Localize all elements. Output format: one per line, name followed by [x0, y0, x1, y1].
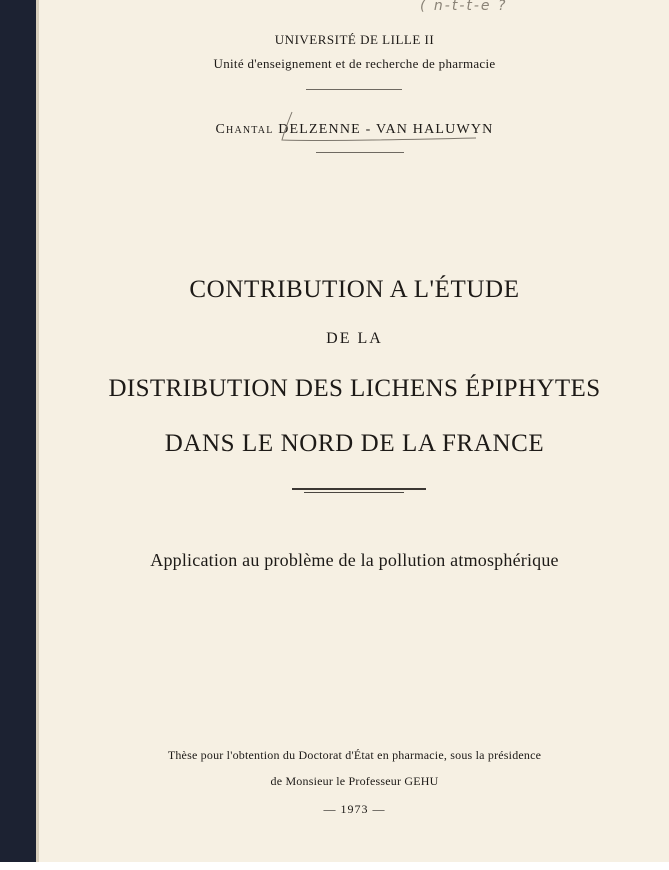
department-name: Unité d'enseignement et de recherche de pharmacie [213, 56, 496, 71]
binding-spine [0, 0, 36, 870]
title-line-1: CONTRIBUTION A L'ÉTUDE [189, 276, 520, 303]
title-line-3: DISTRIBUTION DES LICHENS ÉPIPHYTES [108, 375, 601, 402]
thesis-statement: Thèse pour l'obtention du Doctorat d'État en pharmacie, sous la présidence [167, 748, 542, 762]
publication-year: — 1973 — [323, 802, 386, 816]
spine-edge [36, 0, 39, 870]
title-line-4: DANS LE NORD DE LA FRANCE [164, 430, 545, 457]
subtitle: Application au problème de la pollution atmosphérique [150, 550, 559, 570]
header-divider [306, 89, 402, 90]
author-divider [316, 152, 404, 153]
university-name: UNIVERSITÉ DE LILLE II [274, 32, 435, 47]
handwritten-note: ( n-t-t-e ? [420, 0, 508, 14]
author-name: Chantal DELZENNE - VAN HALUWYN [215, 122, 494, 137]
title-divider-top [292, 488, 426, 490]
title-divider-bottom [304, 492, 404, 493]
page-bottom-edge [0, 862, 669, 870]
thesis-president: de Monsieur le Professeur GEHU [270, 774, 439, 788]
title-line-2: DE LA [326, 330, 383, 347]
pen-underline-mark [270, 110, 480, 150]
